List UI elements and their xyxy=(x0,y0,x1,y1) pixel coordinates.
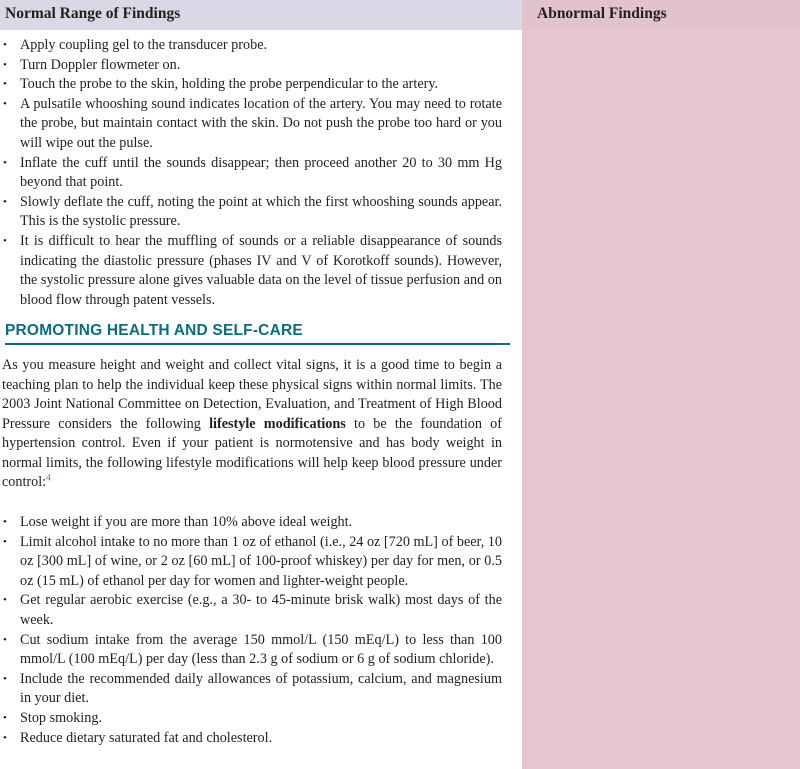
list-item: • Reduce dietary saturated fat and cholesterol. xyxy=(0,729,502,749)
list-item: • Slowly deflate the cuff, noting the point at which the first whooshing sounds appear. This is the systolic pressure. xyxy=(0,193,502,232)
section-heading: PROMOTING HEALTH AND SELF-CARE xyxy=(5,321,510,345)
abnormal-findings-header xyxy=(522,0,800,30)
list-item: • Lose weight if you are more than 10% above ideal weight. xyxy=(0,513,502,533)
abnormal-findings-title: Abnormal Findings xyxy=(537,5,667,22)
list-item: • Limit alcohol intake to no more than 1 oz of ethanol (i.e., 24 oz [720 mL] of beer, 10 oz [300 mL] of wine, or 2 oz [60 mL] of 100-proof whiskey) per day for men, or 0.5 oz (15 mL) of ethanol per day for women and lighter-weight people. xyxy=(0,533,502,592)
intro-paragraph xyxy=(2,356,502,493)
normal-findings-title: Normal Range of Findings xyxy=(5,5,181,22)
list-item: • Include the recommended daily allowances of potassium, calcium, and magnesium in your diet. xyxy=(0,670,502,709)
list-item: • Cut sodium intake from the average 150 mmol/L (150 mEq/L) to less than 100 mmol/L (100 mEq/L) per day (less than 2.3 g of sodium or 6 g of sodium chloride). xyxy=(0,631,502,670)
doppler-steps-list xyxy=(0,36,502,310)
list-item: • It is difficult to hear the muffling of sounds or a reliable disappearance of sounds indicating the diastolic pressure (phases IV and V of Korotkoff sounds). However, the systolic pressure alone gives valuable data on the level of tissue perfusion and on blood flow through patent vessels. xyxy=(0,232,502,310)
lifestyle-modifications-list xyxy=(0,513,502,748)
list-item: • Inflate the cuff until the sounds disappear; then proceed another 20 to 30 mm Hg beyond that point. xyxy=(0,154,502,193)
abnormal-findings-column xyxy=(522,30,800,769)
bold-term: lifestyle modifications xyxy=(209,415,346,432)
intro-text-continued: to be the foundation of hypertension control. Even if your patient is normotensive and has body weight in normal limits, the following lifestyle modifications will help keep blood pressure under control: xyxy=(2,415,502,491)
list-item: • Touch the probe to the skin, holding the probe perpendicular to the artery. xyxy=(0,75,502,95)
list-item: • A pulsatile whooshing sound indicates location of the artery. You may need to rotate the probe, but maintain contact with the skin. Do not push the probe too hard or you will wipe out the pulse. xyxy=(0,95,502,154)
list-item: • Apply coupling gel to the transducer probe. xyxy=(0,36,502,56)
normal-findings-column xyxy=(0,30,510,748)
list-item: • Stop smoking. xyxy=(0,709,502,729)
list-item: • Get regular aerobic exercise (e.g., a 30- to 45-minute brisk walk) most days of the week. xyxy=(0,591,502,630)
intro-text: As you measure height and weight and collect vital signs, it is a good time to begin a teaching plan to help the individual keep these physical signs within normal limits. The 2003 Joint National Committee on Detection, Evaluation, and Treatment of High Blood Pressure considers the following xyxy=(2,356,502,432)
normal-findings-header xyxy=(0,0,522,30)
list-item: • Turn Doppler flowmeter on. xyxy=(0,56,502,76)
footnote-reference[interactable]: 4 xyxy=(46,472,51,483)
